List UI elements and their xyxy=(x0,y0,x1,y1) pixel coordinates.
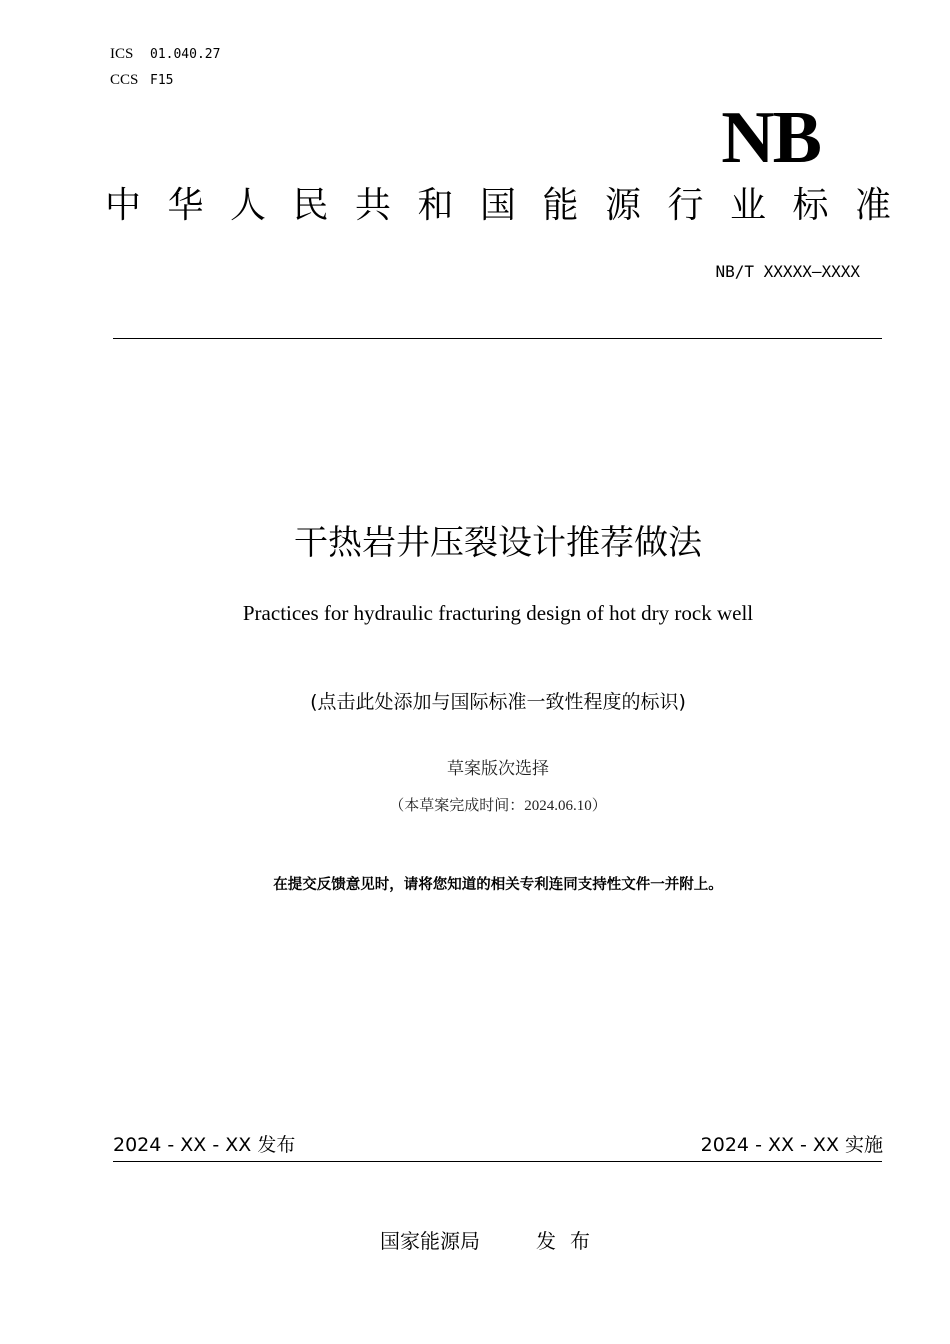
patent-note: 在提交反馈意见时，请将您知道的相关专利连同支持性文件一并附上。 xyxy=(273,877,723,893)
draft-version-select[interactable]: 草案版次选择 xyxy=(447,759,549,779)
top-divider xyxy=(113,338,882,339)
standard-number: NB/T XXXXX—XXXX xyxy=(715,262,860,281)
title-english: Practices for hydraulic fracturing design of hot dry rock well xyxy=(242,601,754,625)
implement-date: 2024 - XX - XX 实施 xyxy=(700,1134,883,1156)
title-chinese: 干热岩井压裂设计推荐做法 xyxy=(294,523,702,563)
org-name: 中华人民共和国能源行业标准 xyxy=(105,185,918,226)
nb-logo: NB xyxy=(721,97,820,179)
ics-label: ICS xyxy=(110,46,134,62)
ccs-value: F15 xyxy=(150,73,174,88)
ccs-label: CCS xyxy=(110,72,139,88)
ccs-line xyxy=(110,71,173,90)
consistency-mark[interactable]: (点击此处添加与国际标准一致性程度的标识) xyxy=(310,691,686,713)
publish-date: 2024 - XX - XX 发布 xyxy=(113,1134,296,1156)
bottom-divider xyxy=(113,1161,882,1162)
draft-completion-time: （本草案完成时间：2024.06.10） xyxy=(389,798,607,814)
ics-value: 01.040.27 xyxy=(150,47,221,62)
ics-line xyxy=(110,45,220,64)
issuer-name: 国家能源局 xyxy=(380,1229,480,1253)
issuer-action: 发布 xyxy=(536,1229,604,1253)
